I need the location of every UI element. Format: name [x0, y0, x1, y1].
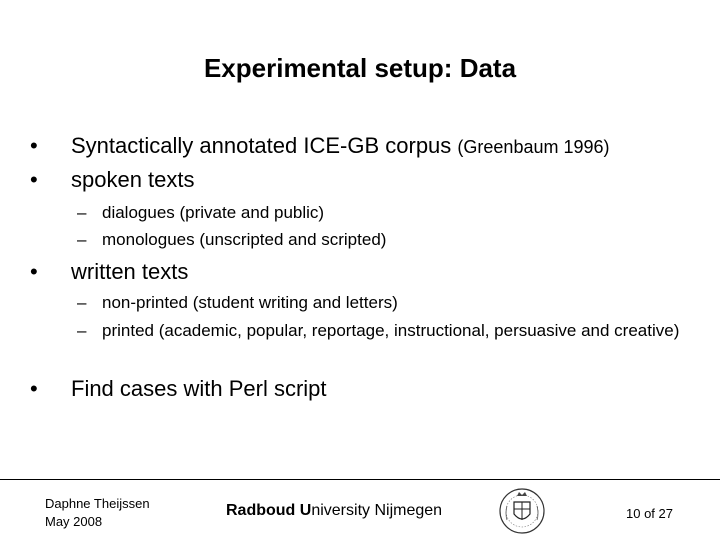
sub-bullet-text: dialogues (private and public): [102, 203, 325, 222]
citation-text: (Greenbaum 1996): [457, 137, 610, 157]
university-name-rest: niversity Nijmegen: [311, 502, 443, 519]
university-name-strong: Radboud U: [226, 502, 312, 519]
university-seal-icon: [497, 484, 547, 536]
presentation-date: May 2008: [45, 514, 103, 529]
dash-marker: –: [77, 203, 87, 222]
footer-divider: [0, 479, 720, 480]
dash-marker: –: [77, 321, 87, 340]
sub-bullet-text: printed (academic, popular, reportage, instructional, persuasive and creative): [102, 321, 680, 340]
bullet-text: Find cases with Perl script: [71, 376, 327, 401]
bullet-text: written texts: [71, 259, 189, 284]
bullet-marker: •: [30, 376, 38, 401]
bullet-marker: •: [30, 259, 38, 284]
university-name: [226, 502, 442, 520]
page-number: 10 of 27: [626, 506, 673, 521]
sub-bullet-text: non-printed (student writing and letters): [102, 293, 398, 312]
dash-marker: –: [77, 230, 87, 249]
slide-title: Experimental setup: Data: [203, 53, 517, 83]
footer-author-block: [45, 495, 150, 531]
bullet-text: Syntactically annotated ICE-GB corpus: [71, 133, 452, 158]
dash-marker: –: [77, 293, 87, 312]
author-name: Daphne Theijssen: [45, 496, 150, 511]
bullet-text: spoken texts: [71, 167, 195, 192]
bullet-marker: •: [30, 133, 38, 158]
sub-bullet-text: monologues (unscripted and scripted): [102, 230, 387, 249]
bullet-marker: •: [30, 167, 38, 192]
